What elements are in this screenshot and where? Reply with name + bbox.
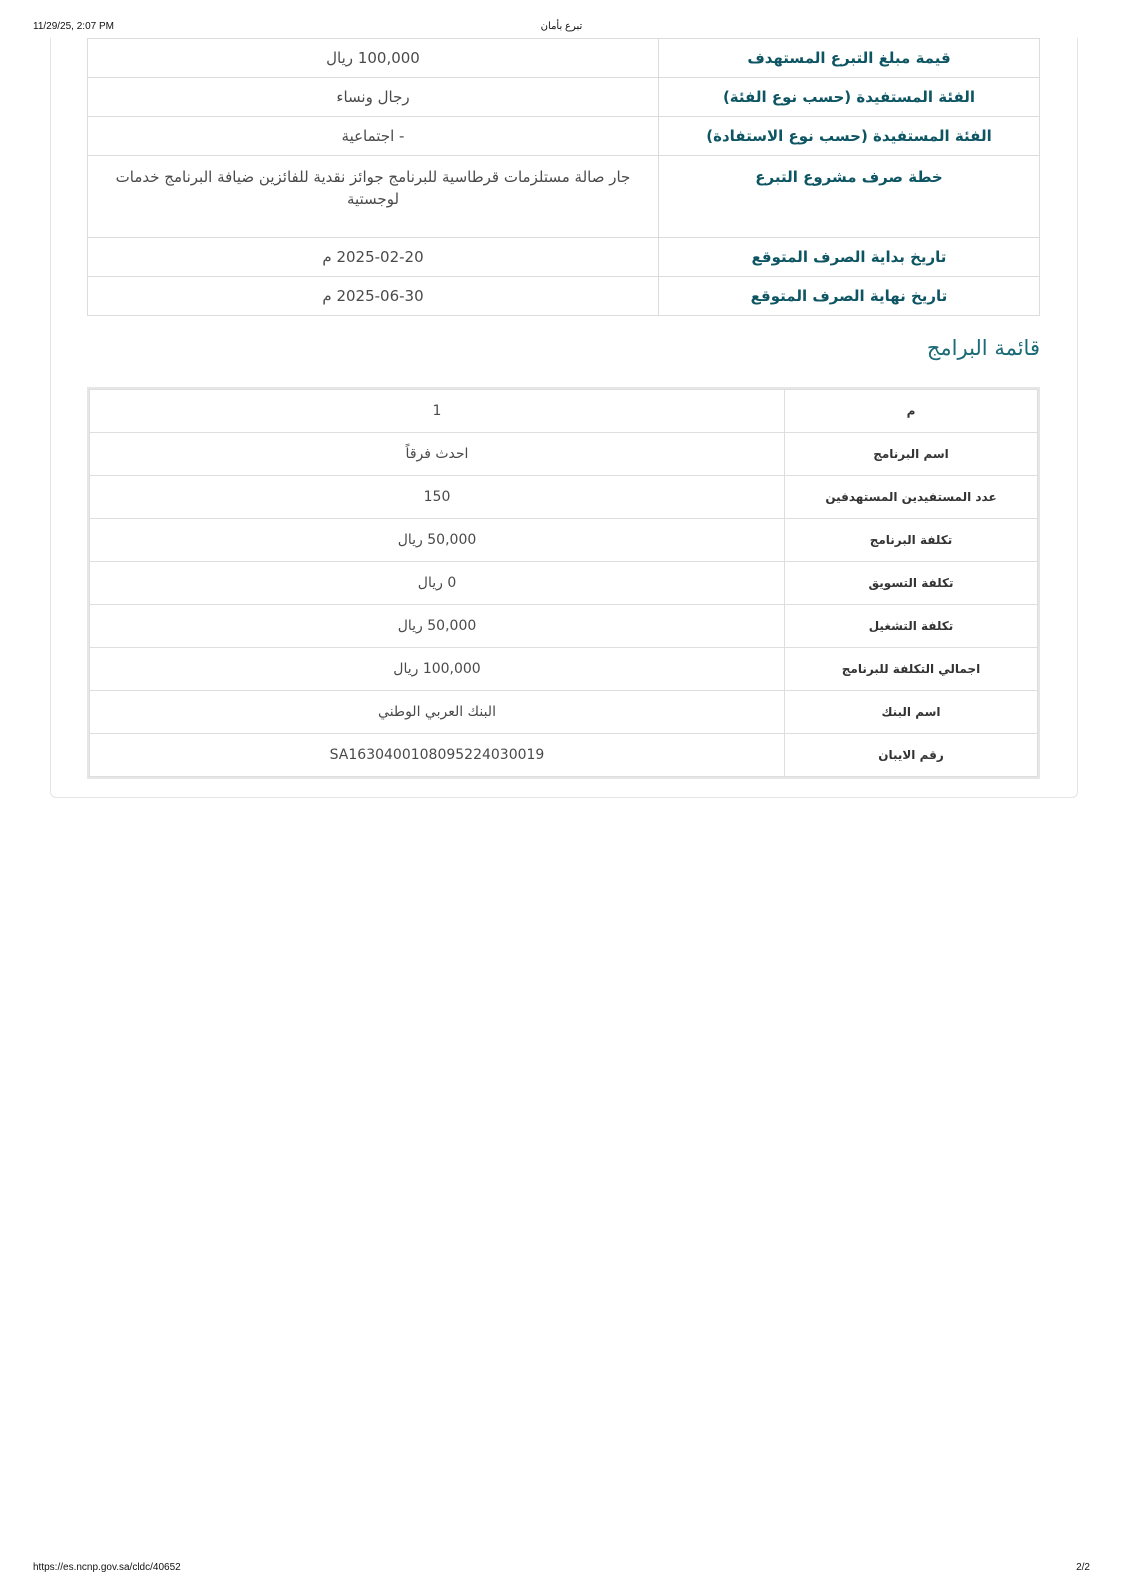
programs-table-container	[87, 387, 1040, 779]
program-label-name: اسم البرنامج	[785, 433, 1038, 476]
program-label-total-cost: اجمالي التكلفة للبرنامج	[785, 648, 1038, 691]
program-value-iban: SA1630400108095224030019	[90, 734, 785, 777]
program-label-beneficiaries: عدد المستفيدين المستهدفين	[785, 476, 1038, 519]
print-url: https://es.ncnp.gov.sa/cldc/40652	[33, 1562, 181, 1573]
detail-value-spending-plan: جار صالة مستلزمات قرطاسية للبرنامج جوائز نقدية للفائزين ضيافة البرنامج خدمات لوجستية	[88, 156, 659, 238]
programs-section-title: قائمة البرامج	[926, 336, 1040, 360]
program-value-name: احدث فرقاً	[90, 433, 785, 476]
table-row	[88, 78, 1040, 117]
detail-label-start-date: تاريخ بداية الصرف المتوقع	[659, 238, 1040, 277]
print-page-number: 2/2	[1076, 1562, 1090, 1573]
table-row	[90, 605, 1038, 648]
table-row	[90, 734, 1038, 777]
programs-table	[89, 389, 1038, 777]
detail-label-target-amount: قيمة مبلغ التبرع المستهدف	[659, 39, 1040, 78]
program-value-total-cost: 100,000 ريال	[90, 648, 785, 691]
table-row	[88, 277, 1040, 316]
print-page-title: تبرع بأمان	[540, 21, 583, 32]
table-row	[90, 691, 1038, 734]
program-label-bank-name: اسم البنك	[785, 691, 1038, 734]
table-row	[90, 648, 1038, 691]
detail-value-beneficiary-type: - اجتماعية	[88, 117, 659, 156]
table-row	[90, 433, 1038, 476]
table-row	[88, 117, 1040, 156]
program-value-operating-cost: 50,000 ريال	[90, 605, 785, 648]
detail-label-spending-plan: خطة صرف مشروع التبرع	[659, 156, 1040, 238]
program-value-cost: 50,000 ريال	[90, 519, 785, 562]
detail-value-end-date: 2025-06-30 م	[88, 277, 659, 316]
program-label-marketing-cost: تكلفة التسويق	[785, 562, 1038, 605]
program-label-index: م	[785, 390, 1038, 433]
program-value-bank-name: البنك العربي الوطني	[90, 691, 785, 734]
table-row	[88, 156, 1040, 238]
detail-label-beneficiary-category: الفئة المستفيدة (حسب نوع الفئة)	[659, 78, 1040, 117]
program-value-beneficiaries: 150	[90, 476, 785, 519]
detail-label-beneficiary-type: الفئة المستفيدة (حسب نوع الاستفادة)	[659, 117, 1040, 156]
detail-value-beneficiary-category: رجال ونساء	[88, 78, 659, 117]
program-label-cost: تكلفة البرنامج	[785, 519, 1038, 562]
print-datetime: 11/29/25, 2:07 PM	[33, 21, 114, 32]
table-row	[90, 390, 1038, 433]
detail-value-start-date: 2025-02-20 م	[88, 238, 659, 277]
table-row	[90, 476, 1038, 519]
program-label-operating-cost: تكلفة التشغيل	[785, 605, 1038, 648]
table-row	[88, 238, 1040, 277]
table-row	[90, 562, 1038, 605]
detail-value-target-amount: 100,000 ريال	[88, 39, 659, 78]
program-label-iban: رقم الايبان	[785, 734, 1038, 777]
program-value-marketing-cost: 0 ريال	[90, 562, 785, 605]
program-value-index: 1	[90, 390, 785, 433]
table-row	[88, 39, 1040, 78]
table-row	[90, 519, 1038, 562]
donation-details-table	[87, 38, 1040, 316]
detail-label-end-date: تاريخ نهاية الصرف المتوقع	[659, 277, 1040, 316]
